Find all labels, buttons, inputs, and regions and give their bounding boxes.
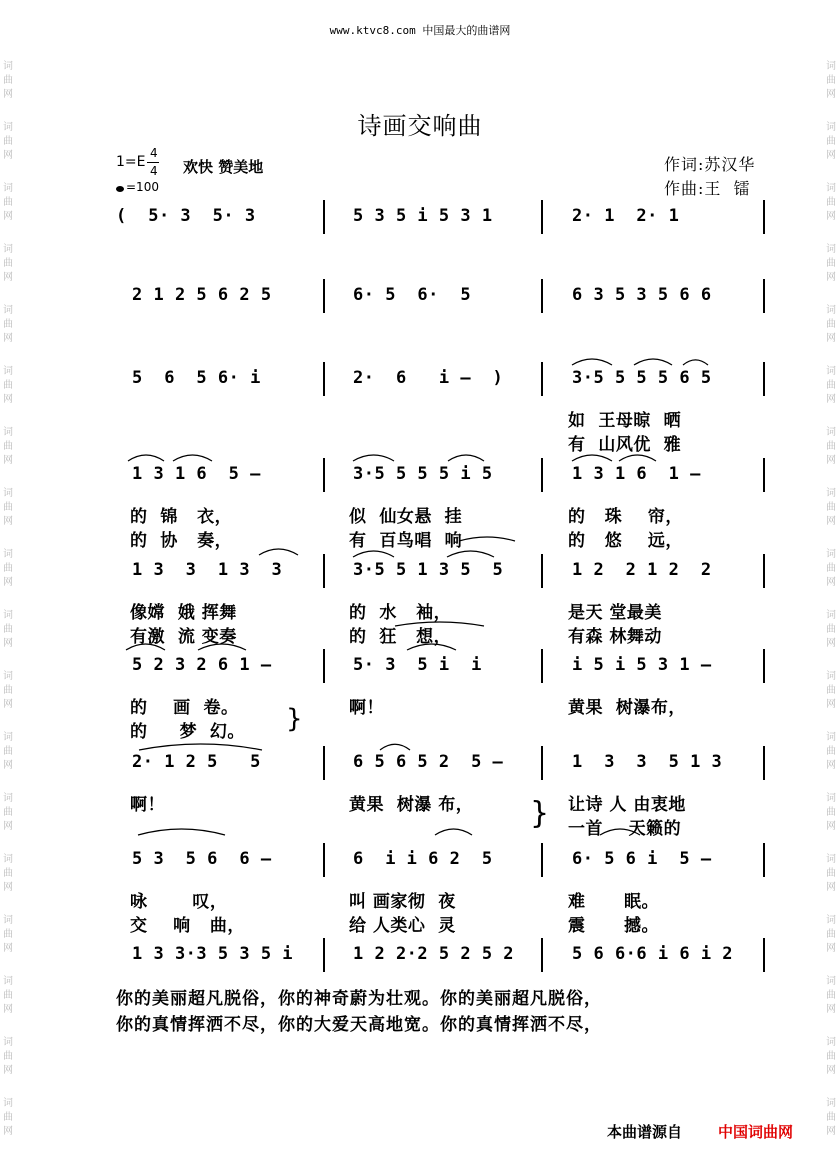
- lyric-verse1: 像嫦 娥 挥舞: [130, 603, 237, 623]
- watermark-glyph: 曲: [826, 563, 836, 574]
- lyric-verse1: 啊！: [349, 698, 384, 718]
- watermark-glyph: 曲: [826, 136, 836, 147]
- watermark-glyph: 词: [3, 549, 13, 560]
- watermark-glyph: 网: [3, 577, 13, 588]
- watermark-glyph: 曲: [3, 807, 13, 818]
- lyric-verse1: 的 锦 衣，: [130, 507, 233, 527]
- measure-notes: 2 1 2 5 6 2 5: [132, 285, 272, 305]
- measure-notes: 3·5 5 5 5 6 5: [572, 368, 712, 388]
- watermark-glyph: 词: [826, 549, 836, 560]
- measure-notes: 5 2 3 2 6 1 –: [132, 655, 272, 675]
- watermark-glyph: 曲: [826, 197, 836, 208]
- watermark-glyph: 网: [3, 1065, 13, 1076]
- measure-notes: 6· 5 6· 5: [353, 285, 472, 305]
- watermark-glyph: 词: [3, 671, 13, 682]
- watermark-glyph: 词: [3, 732, 13, 743]
- watermark-glyph: 曲: [826, 807, 836, 818]
- watermark-glyph: 词: [826, 1037, 836, 1048]
- watermark-glyph: 词: [826, 732, 836, 743]
- watermark-glyph: 网: [3, 150, 13, 161]
- measure-notes: 1 3 1 6 5 –: [132, 464, 261, 484]
- watermark-glyph: 词: [826, 305, 836, 316]
- measure-notes: 5· 3 5 i i: [353, 655, 482, 675]
- slur-arc: [126, 644, 165, 650]
- measure-notes: 2· 1 2· 1: [572, 206, 680, 226]
- tempo-marking: =100: [126, 180, 159, 194]
- watermark-glyph: 曲: [826, 75, 836, 86]
- slur-arc: [572, 455, 612, 461]
- footer-source-label: 本曲谱源自: [607, 1123, 683, 1141]
- watermark-glyph: 曲: [3, 136, 13, 147]
- slur-arc: [138, 829, 225, 835]
- slur-arc: [198, 644, 246, 650]
- lyric-verse2: 的 狂 想，: [349, 627, 452, 647]
- watermark-glyph: 词: [3, 244, 13, 255]
- watermark-glyph: 网: [3, 1126, 13, 1137]
- slur-arc: [128, 455, 164, 461]
- watermark-glyph: 网: [826, 943, 836, 954]
- watermark-glyph: 网: [826, 333, 836, 344]
- watermark-glyph: 词: [826, 366, 836, 377]
- lyric-verse1: 如 王母晾 晒: [568, 411, 682, 431]
- measure-notes: 1 3 3·3 5 3 5 i: [132, 944, 294, 964]
- watermark-glyph: 词: [826, 671, 836, 682]
- slur-arc: [600, 829, 640, 835]
- lyric-verse1: 黄果 树瀑布，: [568, 698, 686, 718]
- watermark-glyph: 词: [826, 610, 836, 621]
- watermark-glyph: 网: [3, 943, 13, 954]
- watermark-glyph: 曲: [3, 746, 13, 757]
- measure-notes: 6 5 6 5 2 5 –: [353, 752, 504, 772]
- watermark-glyph: 曲: [3, 441, 13, 452]
- lyric-verse1: 咏 叹，: [130, 892, 228, 912]
- footer-source-site[interactable]: 中国词曲网: [718, 1123, 794, 1141]
- watermark-glyph: 词: [3, 183, 13, 194]
- watermark-glyph: 曲: [826, 746, 836, 757]
- watermark-glyph: 词: [3, 610, 13, 621]
- site-header: www.ktvc8.com 中国最大的曲谱网: [329, 24, 511, 37]
- watermark-glyph: 曲: [3, 197, 13, 208]
- measure-notes: 5 3 5 i 5 3 1: [353, 206, 493, 226]
- slur-arc: [683, 360, 708, 365]
- slur-arc: [459, 537, 515, 541]
- watermark-glyph: 词: [826, 183, 836, 194]
- watermark-glyph: 曲: [826, 258, 836, 269]
- watermark-glyph: 网: [826, 638, 836, 649]
- watermark-glyph: 曲: [826, 502, 836, 513]
- watermark-glyph: 曲: [3, 685, 13, 696]
- lyric-verse2: 一首 天籁的: [568, 819, 682, 839]
- watermark-glyph: 曲: [3, 502, 13, 513]
- watermark-glyph: 网: [826, 211, 836, 222]
- watermark-glyph: 曲: [826, 624, 836, 635]
- lyric-verse1: 让诗 人 由衷地: [568, 795, 686, 815]
- watermark-glyph: 曲: [3, 624, 13, 635]
- measure-notes: 1 2 2·2 5 2 5 2: [353, 944, 515, 964]
- watermark-glyph: 曲: [3, 990, 13, 1001]
- watermark-glyph: 网: [826, 1004, 836, 1015]
- lyric-verse1: 你的美丽超凡脱俗，你的神奇蔚为壮观。你的美丽超凡脱俗，: [116, 989, 602, 1009]
- watermark-glyph: 曲: [826, 868, 836, 879]
- watermark-glyph: 词: [3, 366, 13, 377]
- measure-notes: 6 i i 6 2 5: [353, 849, 493, 869]
- watermark-glyph: 网: [3, 699, 13, 710]
- watermark-glyph: 网: [826, 699, 836, 710]
- watermark-glyph: 曲: [3, 563, 13, 574]
- lyric-verse1: 是天 堂最美: [568, 603, 662, 623]
- watermark-glyph: 网: [3, 638, 13, 649]
- watermark-glyph: 词: [3, 427, 13, 438]
- watermark-glyph: 曲: [826, 990, 836, 1001]
- measure-notes: 6· 5 6 i 5 –: [572, 849, 712, 869]
- watermark-glyph: 词: [3, 122, 13, 133]
- watermark-glyph: 词: [3, 1098, 13, 1109]
- watermark-glyph: 曲: [826, 380, 836, 391]
- measure-notes: 1 2 2 1 2 2: [572, 560, 712, 580]
- slur-arc: [353, 551, 394, 557]
- watermark-glyph: 词: [3, 488, 13, 499]
- watermark-glyph: 网: [3, 211, 13, 222]
- watermark-glyph: 词: [826, 976, 836, 987]
- watermark-glyph: 网: [826, 760, 836, 771]
- watermark-glyph: 网: [826, 516, 836, 527]
- watermark-glyph: 曲: [3, 258, 13, 269]
- lyric-verse1: 的 珠 帘，: [568, 507, 683, 527]
- slur-arc: [447, 551, 494, 557]
- slur-arc: [407, 644, 456, 650]
- slur-arc: [139, 744, 262, 750]
- watermark-glyph: 词: [826, 61, 836, 72]
- slur-arc: [572, 359, 612, 365]
- watermark-glyph: 曲: [826, 685, 836, 696]
- measure-notes: 3·5 5 1 3 5 5: [353, 560, 504, 580]
- key-signature: 1=E: [116, 154, 146, 170]
- watermark-glyph: 网: [826, 1126, 836, 1137]
- watermark-glyph: 词: [3, 976, 13, 987]
- watermark-glyph: 网: [3, 760, 13, 771]
- measure-notes: 5 6 5 6· i: [132, 368, 261, 388]
- measure-notes: 1 3 3 5 1 3: [572, 752, 723, 772]
- slur-arc: [259, 549, 298, 555]
- brace: }: [286, 704, 303, 734]
- lyric-verse2: 的 悠 远，: [568, 531, 683, 551]
- lyric-verse1: 的 画 卷。: [130, 698, 239, 718]
- lyric-verse2: 有 百鸟唱 响: [349, 531, 463, 551]
- mood-marking: 欢快 赞美地: [183, 158, 264, 176]
- lyricist-credit: 作词:苏汉华: [664, 155, 756, 174]
- lyric-verse2: 的 梦 幻。: [130, 722, 245, 742]
- watermark-glyph: 网: [3, 272, 13, 283]
- watermark-glyph: 词: [826, 427, 836, 438]
- measure-notes: i 5 i 5 3 1 –: [572, 655, 712, 675]
- watermark-glyph: 词: [826, 793, 836, 804]
- watermark-glyph: 词: [3, 1037, 13, 1048]
- slur-arc: [448, 455, 484, 461]
- watermark-glyph: 网: [826, 394, 836, 405]
- watermark-glyph: 词: [3, 854, 13, 865]
- watermark-glyph: 曲: [826, 1112, 836, 1123]
- watermark-glyph: 网: [3, 882, 13, 893]
- watermark-glyph: 网: [826, 821, 836, 832]
- lyric-verse2: 有激 流 变奏: [130, 627, 237, 647]
- lyric-verse2: 有 山风优 雅: [568, 435, 682, 455]
- watermark-glyph: 网: [826, 577, 836, 588]
- lyric-verse1: 啊！: [130, 795, 165, 815]
- watermark-glyph: 词: [826, 915, 836, 926]
- watermark-glyph: 网: [826, 272, 836, 283]
- watermark-glyph: 曲: [826, 441, 836, 452]
- measure-notes: ( 5· 3 5· 3: [116, 206, 256, 226]
- lyric-verse1: 黄果 树瀑 布，: [349, 795, 474, 815]
- watermark-glyph: 词: [3, 305, 13, 316]
- watermark-glyph: 曲: [3, 380, 13, 391]
- watermark-glyph: 网: [3, 516, 13, 527]
- watermark-glyph: 曲: [3, 1112, 13, 1123]
- slur-arc: [173, 455, 212, 461]
- lyric-verse2: 震 撼。: [568, 916, 660, 936]
- watermark-glyph: 词: [826, 1098, 836, 1109]
- lyric-verse2: 给 人类心 灵: [349, 916, 456, 936]
- watermark-glyph: 曲: [3, 868, 13, 879]
- lyric-verse2: 你的真情挥洒不尽，你的大爱天高地宽。你的真情挥洒不尽，: [116, 1015, 602, 1035]
- slur-arc: [619, 455, 656, 461]
- lyric-verse1: 似 仙女悬 挂: [349, 507, 463, 527]
- measure-notes: 2· 1 2 5 5: [132, 752, 261, 772]
- lyric-verse1: 叫 画家彻 夜: [349, 892, 456, 912]
- watermark-glyph: 词: [826, 244, 836, 255]
- slur-arc: [353, 455, 394, 461]
- watermark-glyph: 网: [826, 882, 836, 893]
- measure-notes: 3·5 5 5 5 i 5: [353, 464, 493, 484]
- watermark-glyph: 曲: [3, 929, 13, 940]
- watermark-glyph: 网: [826, 1065, 836, 1076]
- measure-notes: 5 3 5 6 6 –: [132, 849, 272, 869]
- watermark-glyph: 曲: [826, 319, 836, 330]
- watermark-glyph: 网: [826, 150, 836, 161]
- watermark-glyph: 词: [826, 122, 836, 133]
- composer-credit: 作曲:王 镭: [664, 179, 751, 198]
- lyric-verse2: 有森 林舞动: [568, 627, 662, 647]
- song-title: 诗画交响曲: [357, 112, 483, 140]
- measure-notes: 6 3 5 3 5 6 6: [572, 285, 712, 305]
- slur-arc: [380, 744, 410, 750]
- watermark-glyph: 曲: [3, 319, 13, 330]
- watermark-glyph: 网: [3, 455, 13, 466]
- watermark-glyph: 网: [3, 89, 13, 100]
- watermark-glyph: 曲: [826, 1051, 836, 1062]
- watermark-glyph: 曲: [3, 75, 13, 86]
- slur-arc: [395, 622, 484, 626]
- slur-arc: [634, 359, 672, 365]
- watermark-glyph: 词: [3, 793, 13, 804]
- watermark-glyph: 网: [3, 1004, 13, 1015]
- watermark-glyph: 词: [3, 915, 13, 926]
- watermark-glyph: 词: [826, 488, 836, 499]
- lyric-verse1: 难 眠。: [568, 892, 660, 912]
- watermark-glyph: 网: [826, 455, 836, 466]
- measure-notes: 2· 6 i – ): [353, 368, 504, 388]
- watermark-glyph: 曲: [826, 929, 836, 940]
- watermark-glyph: 网: [826, 89, 836, 100]
- watermark-glyph: 网: [3, 394, 13, 405]
- watermark-glyph: 网: [3, 333, 13, 344]
- time-signature-bottom: 4: [150, 164, 158, 178]
- watermark-glyph: 词: [826, 854, 836, 865]
- lyric-verse1: 的 水 袖，: [349, 603, 452, 623]
- measure-notes: 1 3 3 1 3 3: [132, 560, 283, 580]
- brace: }: [530, 796, 550, 831]
- lyric-verse2: 交 响 曲，: [130, 916, 245, 936]
- measure-notes: 1 3 1 6 1 –: [572, 464, 701, 484]
- watermark-glyph: 网: [3, 821, 13, 832]
- time-signature-top: 4: [150, 146, 158, 160]
- watermark-glyph: 曲: [3, 1051, 13, 1062]
- watermark-glyph: 词: [3, 61, 13, 72]
- lyric-verse2: 的 协 奏，: [130, 531, 233, 551]
- slur-arc: [435, 829, 472, 835]
- measure-notes: 5 6 6·6 i 6 i 2: [572, 944, 734, 964]
